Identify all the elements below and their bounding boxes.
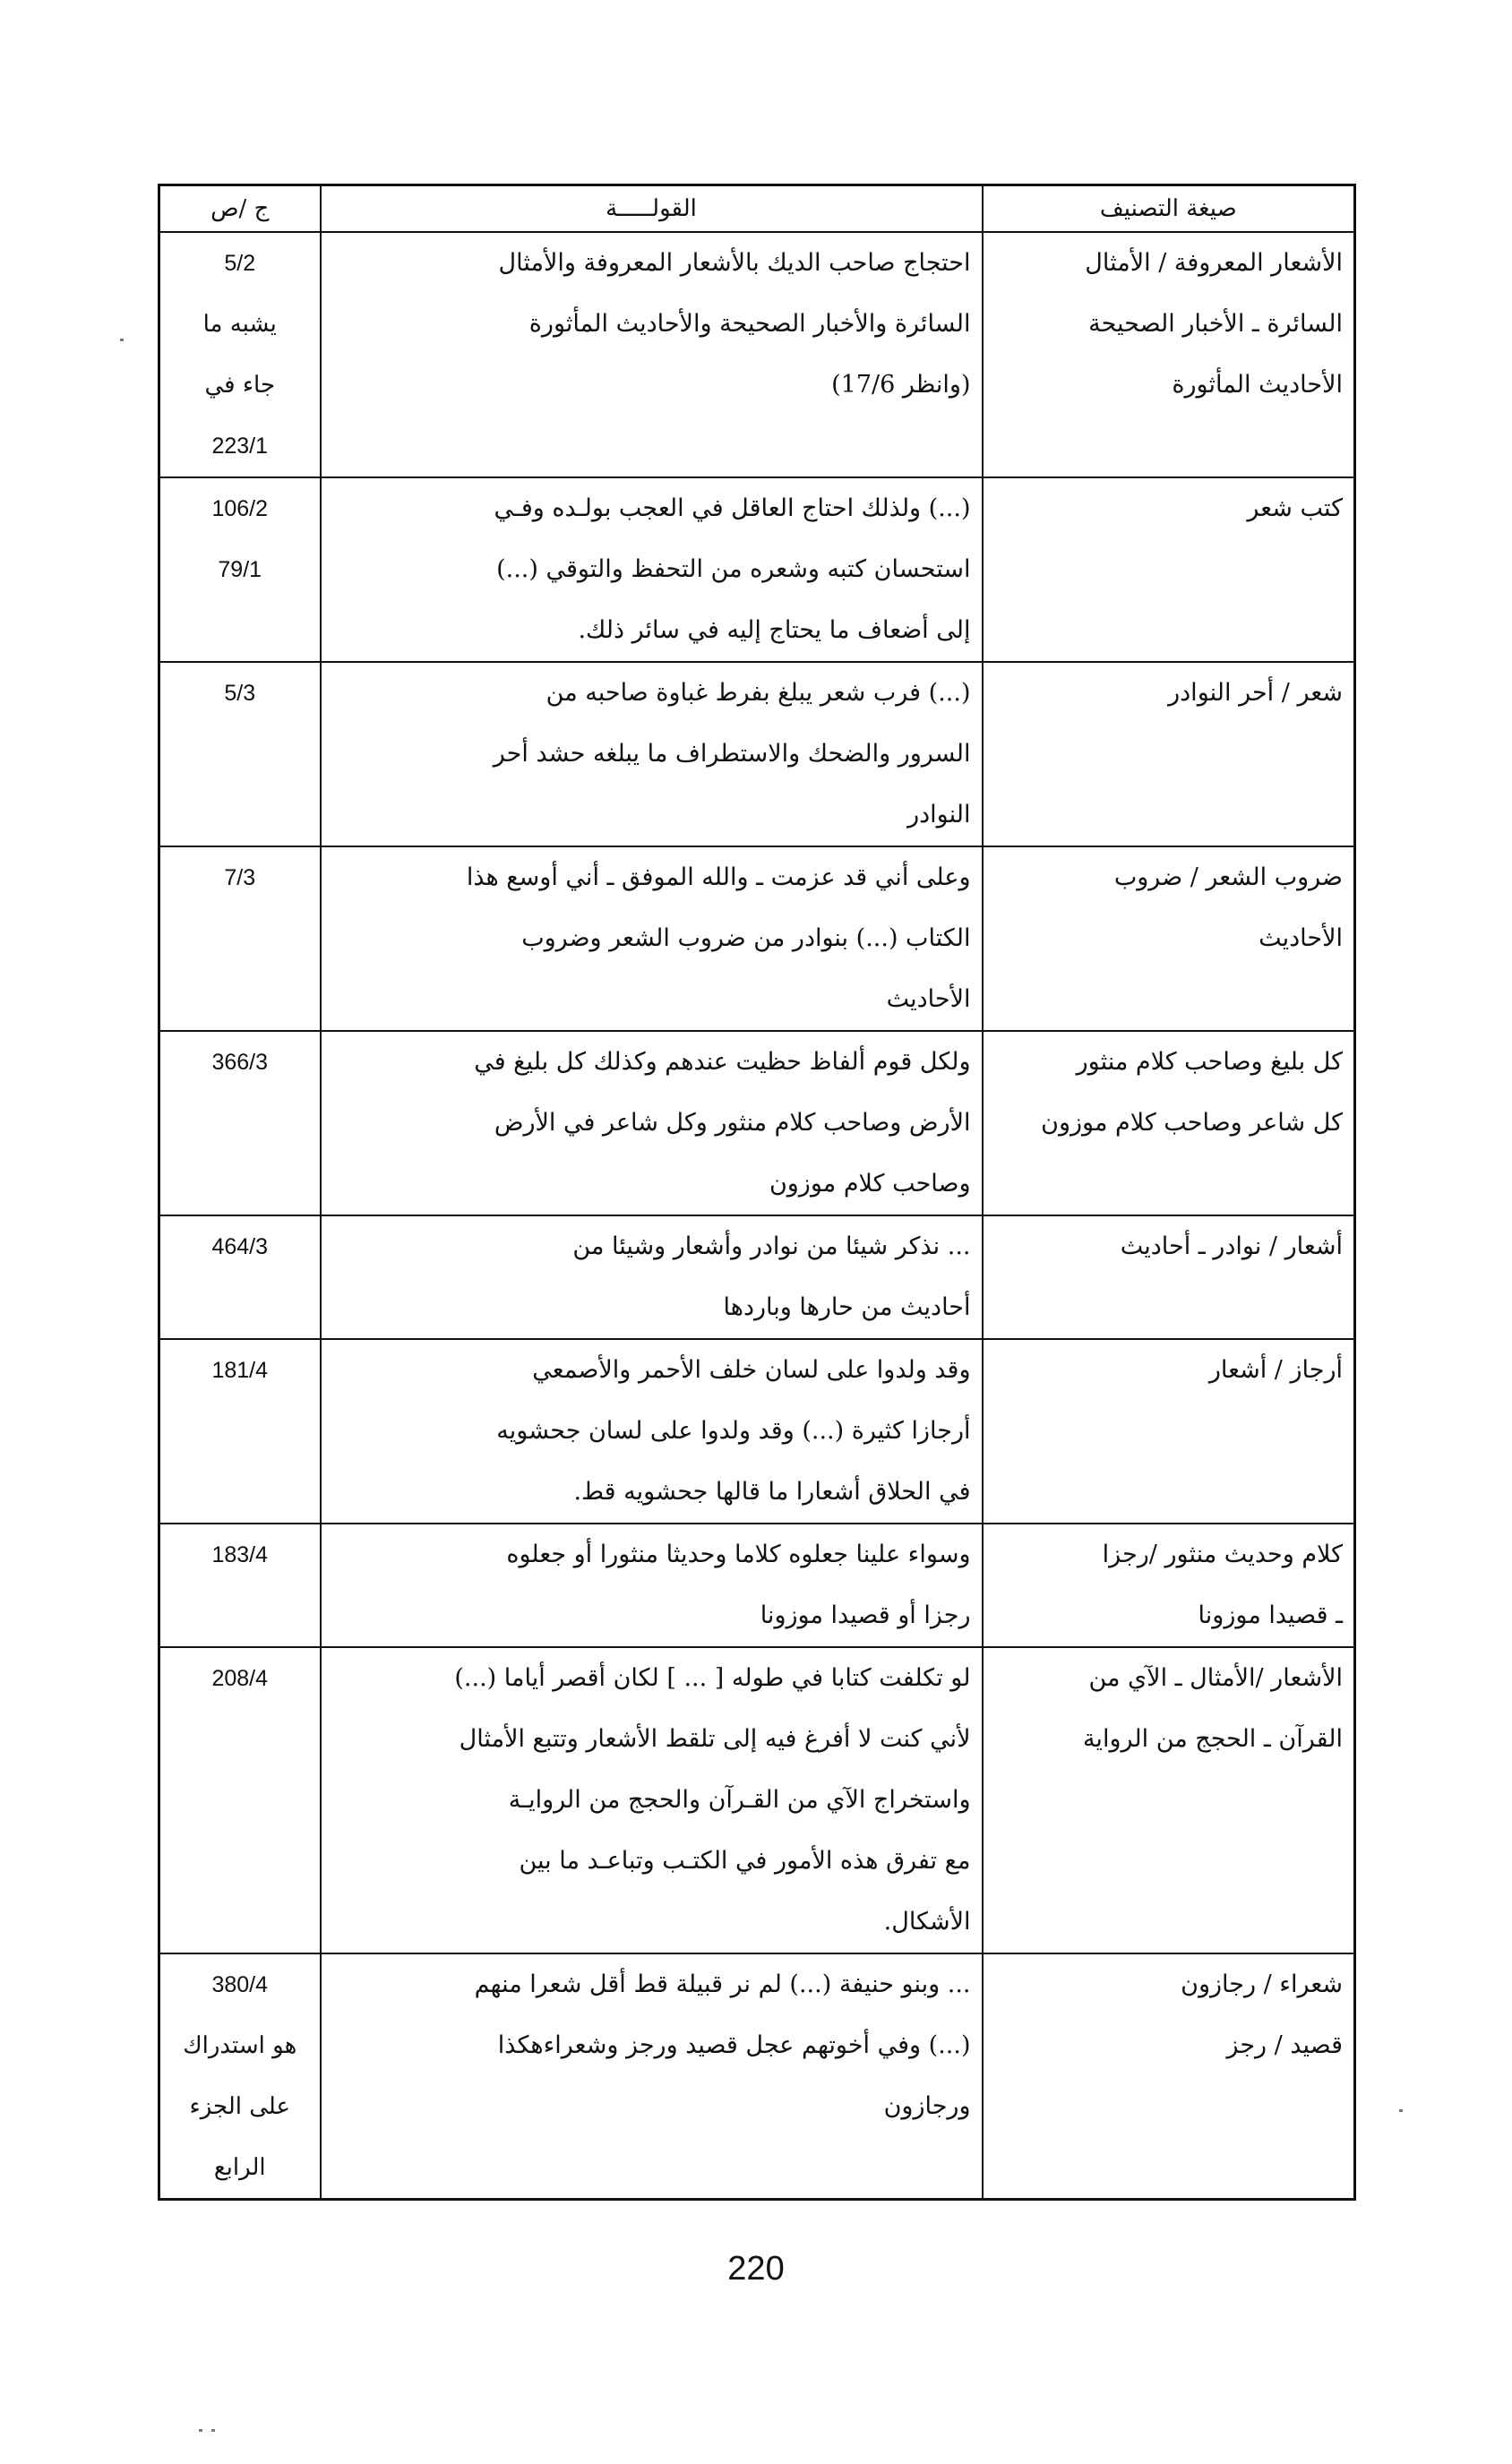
volume-page-cell xyxy=(159,846,321,1031)
volume-page-cell xyxy=(159,1215,321,1339)
volume-page-reference: 5/3 xyxy=(224,681,256,706)
table-row xyxy=(159,1647,1355,1953)
table-row xyxy=(159,1524,1355,1647)
volume-page-reference: 366/3 xyxy=(211,1050,269,1075)
quotation-cell: ... نذكر شيئا من نوادر وأشعار وشيئا من أحاديث من حارها وباردها xyxy=(321,1215,983,1339)
quotation-cell: لو تكلفت كتابا في طوله [ ... ] لكان أقصر أياما (...) لأني كنت لا أفرغ فيه إلى تلقط الأشعار وتتبع الأمثال واستخراج الآي من القـرآن والحجج من الروايـة مع تفرق هذه الأمور في الكتـب وتباعـد ما بين الأشكال. xyxy=(321,1647,983,1953)
page-number: 220 xyxy=(727,2250,785,2288)
table-row xyxy=(159,477,1355,662)
header-quotation: القولـــــة xyxy=(321,185,983,233)
reference-note: يشبه ما جاء في xyxy=(202,311,277,399)
volume-page-reference: 106/2 xyxy=(211,496,269,521)
classification-form-cell: كلام وحديث منثور /رجزا ـ قصيدا موزونا xyxy=(983,1524,1355,1647)
margin-mark xyxy=(211,2429,215,2432)
volume-page-cell xyxy=(159,1524,321,1647)
volume-page-cell xyxy=(159,662,321,846)
quotation-cell: وقد ولدوا على لسان خلف الأحمر والأصمعي أرجازا كثيرة (...) وقد ولدوا على لسان جحشويه في الحلاق أشعارا ما قالها جحشويه قط. xyxy=(321,1339,983,1524)
classification-form-cell: شعراء / رجازون قصيد / رجز xyxy=(983,1953,1355,2200)
volume-page-reference: 7/3 xyxy=(224,865,256,890)
table-row xyxy=(159,662,1355,846)
table-row xyxy=(159,1215,1355,1339)
table-row xyxy=(159,232,1355,477)
classification-form-cell: ضروب الشعر / ضروب الأحاديث xyxy=(983,846,1355,1031)
table-row xyxy=(159,1953,1355,2200)
table-row xyxy=(159,1031,1355,1215)
volume-page-cell xyxy=(159,1339,321,1524)
volume-page-cell xyxy=(159,477,321,662)
volume-page-reference: 208/4 xyxy=(211,1666,269,1691)
header-volume-page: ج /ص xyxy=(159,185,321,233)
margin-mark xyxy=(1399,2109,1403,2112)
volume-page-reference: 464/3 xyxy=(211,1234,269,1259)
classification-form-cell: الأشعار /الأمثال ـ الآي من القرآن ـ الحجج من الرواية xyxy=(983,1647,1355,1953)
classification-form-cell: أشعار / نوادر ـ أحاديث xyxy=(983,1215,1355,1339)
volume-page-cell xyxy=(159,1031,321,1215)
volume-page-reference: 5/2 xyxy=(224,251,256,276)
classification-table xyxy=(158,184,1356,2201)
quotation-cell: وعلى أني قد عزمت ـ والله الموفق ـ أني أوسع هذا الكتاب (...) بنوادر من ضروب الشعر وضروب الأحاديث xyxy=(321,846,983,1031)
table-header-row xyxy=(159,185,1355,233)
quotation-cell: ولكل قوم ألفاظ حظيت عندهم وكذلك كل بليغ في الأرض وصاحب كلام منثور وكل شاعر في الأرض وصاحب كلام موزون xyxy=(321,1031,983,1215)
quotation-cell: احتجاج صاحب الديك بالأشعار المعروفة والأمثال السائرة والأخبار الصحيحة والأحاديث المأثورة (وانظر 17/6) xyxy=(321,232,983,477)
table-row xyxy=(159,846,1355,1031)
volume-page-reference: 223/1 xyxy=(211,434,269,459)
margin-mark xyxy=(199,2429,202,2432)
volume-page-cell xyxy=(159,1953,321,2200)
volume-page-reference: 79/1 xyxy=(218,557,262,582)
classification-form-cell: كتب شعر xyxy=(983,477,1355,662)
table-body xyxy=(159,232,1355,2200)
volume-page-cell xyxy=(159,1647,321,1953)
classification-form-cell: كل بليغ وصاحب كلام منثور كل شاعر وصاحب كلام موزون xyxy=(983,1031,1355,1215)
reference-note: هو استدراك على الجزء الرابع xyxy=(183,2032,297,2181)
volume-page-cell xyxy=(159,232,321,477)
quotation-cell: (...) فرب شعر يبلغ بفرط غباوة صاحبه من السرور والضحك والاستطراف ما يبلغه حشد أحر النوادر xyxy=(321,662,983,846)
volume-page-reference: 181/4 xyxy=(211,1358,269,1383)
volume-page-reference: 380/4 xyxy=(211,1972,269,1997)
margin-mark xyxy=(120,339,124,341)
table-row xyxy=(159,1339,1355,1524)
quotation-cell: (...) ولذلك احتاج العاقل في العجب بولـده وفـي استحسان كتبه وشعره من التحفظ والتوقي (...) إلى أضعاف ما يحتاج إليه في سائر ذلك. xyxy=(321,477,983,662)
classification-form-cell: شعر / أحر النوادر xyxy=(983,662,1355,846)
header-classification-form: صيغة التصنيف xyxy=(983,185,1355,233)
quotation-cell: وسواء علينا جعلوه كلاما وحديثا منثورا أو جعلوه رجزا أو قصيدا موزونا xyxy=(321,1524,983,1647)
volume-page-reference: 183/4 xyxy=(211,1542,269,1567)
classification-form-cell: الأشعار المعروفة / الأمثال السائرة ـ الأخبار الصحيحة الأحاديث المأثورة xyxy=(983,232,1355,477)
quotation-cell: ... وبنو حنيفة (...) لم نر قبيلة قط أقل شعرا منهم (...) وفي أخوتهم عجل قصيد ورجز وشعراءهكذا ورجازون xyxy=(321,1953,983,2200)
classification-form-cell: أرجاز / أشعار xyxy=(983,1339,1355,1524)
